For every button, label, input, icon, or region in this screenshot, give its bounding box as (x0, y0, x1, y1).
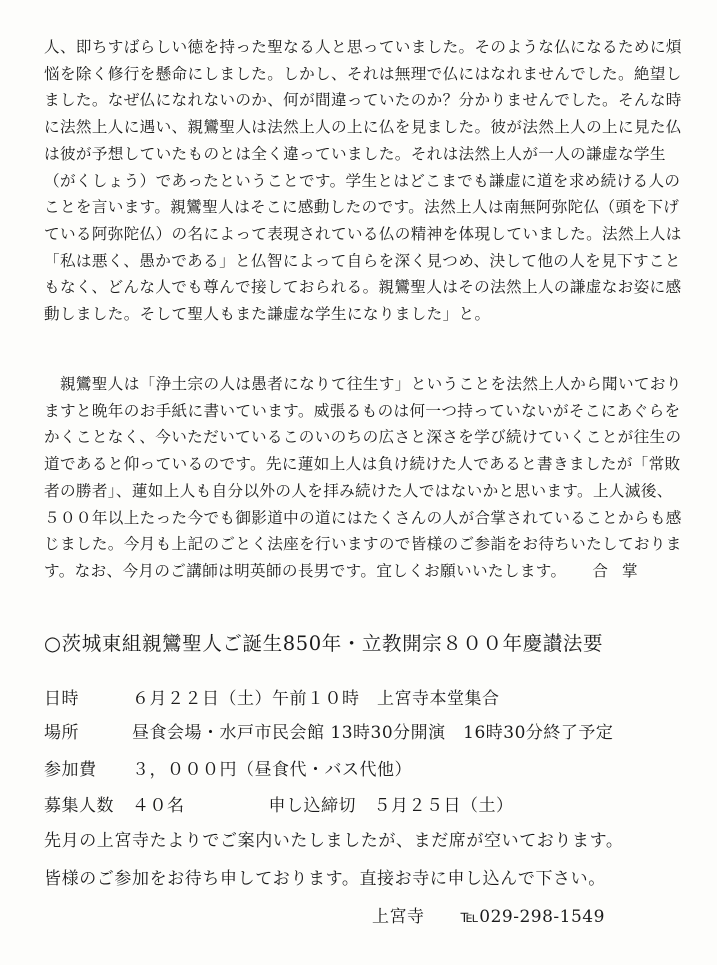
deadline-text: 申し込締切 ５月２５日（土） (268, 796, 514, 816)
text-line: ました。なぜ仏になれないのか、何が間違っていたのか？分かりませんでした。そんな時 (44, 91, 682, 110)
text-line: 道であると仰っているのです。先に蓮如上人は負け続けた人であると書きましたが「常敗 (44, 455, 681, 474)
text-line: 動しました。そして聖人もまた謙虚な学生になりました」と。 (44, 305, 491, 324)
date-label: 日時 (44, 689, 79, 709)
text-line: ことを言います。親鸞聖人はそこに感動したのです。法然上人は南無阿弥陀仏（頭を下げ (44, 198, 680, 217)
text-line: 者の勝者」、蓮如上人も自分以外の人を拝み続けた人ではないかと思います。上人滅後、 (44, 481, 673, 500)
text-line: に法然上人に遇い、親鸞聖人は法然上人の上に仏を見ました。彼が法然上人の上に見た仏 (44, 118, 682, 137)
text-line-content: す。なお、今月のご講師は明英師の長男です。宜しくお願いいたします。 (44, 561, 567, 580)
text-line: もなく、どんな人でも尊んで接しておられる。親鸞聖人はその法然上人の謙虚なお姿に感 (44, 278, 682, 297)
event-place-row (44, 718, 613, 743)
notice-line-2: 皆様のご参加をお待ち申しております。直接お寺に申し込んで下さい。 (44, 869, 606, 889)
place-label: 場所 (44, 723, 79, 743)
fee-label: 参加費 (44, 760, 97, 780)
closing-gassho: 合掌 (592, 561, 652, 580)
place-value: 昼食会場・水戸市民会館 13時30分開演 16時30分終了予定 (132, 723, 614, 743)
event-fee-row (44, 755, 412, 780)
text-line (44, 558, 684, 585)
capacity-label: 募集人数 (44, 796, 114, 816)
paragraph-2 (44, 371, 684, 585)
text-line: 「私は悪く、愚かである」と仏智によって自らを深く見つめ、決して他の人を見下すこと (44, 251, 681, 270)
event-title: ○茨城東組親鸞聖人ご誕生850年・立教開宗８００年慶讃法要 (44, 632, 604, 655)
paragraph-1 (44, 34, 684, 328)
text-line: かくことなく、今いただいているこのいのちの広さと深さを学び続けていくことが往生の (44, 428, 682, 447)
text-line: は彼が予想していたものとは全く違っていました。それは法然上人が一人の謙虚な学生 (44, 144, 666, 163)
text-line: 親鸞聖人は「浄土宗の人は愚者になりて往生す」ということを法然上人から聞いており (44, 375, 682, 393)
text-line: 人、即ちすばらしい徳を持った聖なる人と思っていました。そのような仏になるために煩 (44, 38, 682, 56)
event-capacity-row (44, 791, 514, 816)
temple-name: 上宮寺 (372, 907, 425, 927)
text-line: じました。今月も上記のごとく法座を行いますので皆様のご参詣をお待ちいたしておりま (44, 535, 682, 554)
text-line: ５００年以上たった今でも御影道中の道にはたくさんの人が合掌されていることからも感 (44, 508, 682, 527)
text-line: ている阿弥陀仏）の名によって表現されている仏の精神を体現していました。法然上人は (44, 224, 682, 243)
notice-line-1: 先月の上宮寺たよりでご案内いたしましたが、まだ席が空いております。 (44, 831, 624, 851)
capacity-value: ４０名 (132, 796, 185, 816)
text-line: （がくしょう）であったということです。学生とはどこまでも謙虚に道を求め続ける人の (44, 171, 681, 190)
text-line: 悩を除く修行を懸命にしました。しかし、それは無理で仏にはなれませんでした。絶望し (44, 64, 682, 83)
contact-info (372, 902, 605, 927)
date-value: ６月２２日（土）午前１０時 上宮寺本堂集合 (132, 689, 500, 709)
phone-number: ℡029-298-1549 (460, 907, 605, 927)
event-date-row (44, 684, 500, 709)
text-line: ますと晩年のお手紙に書いています。威張るものは何一つ持っていないがそこにあぐらを (44, 401, 681, 420)
fee-value: ３，０００円（昼食代・バス代他） (132, 760, 412, 780)
